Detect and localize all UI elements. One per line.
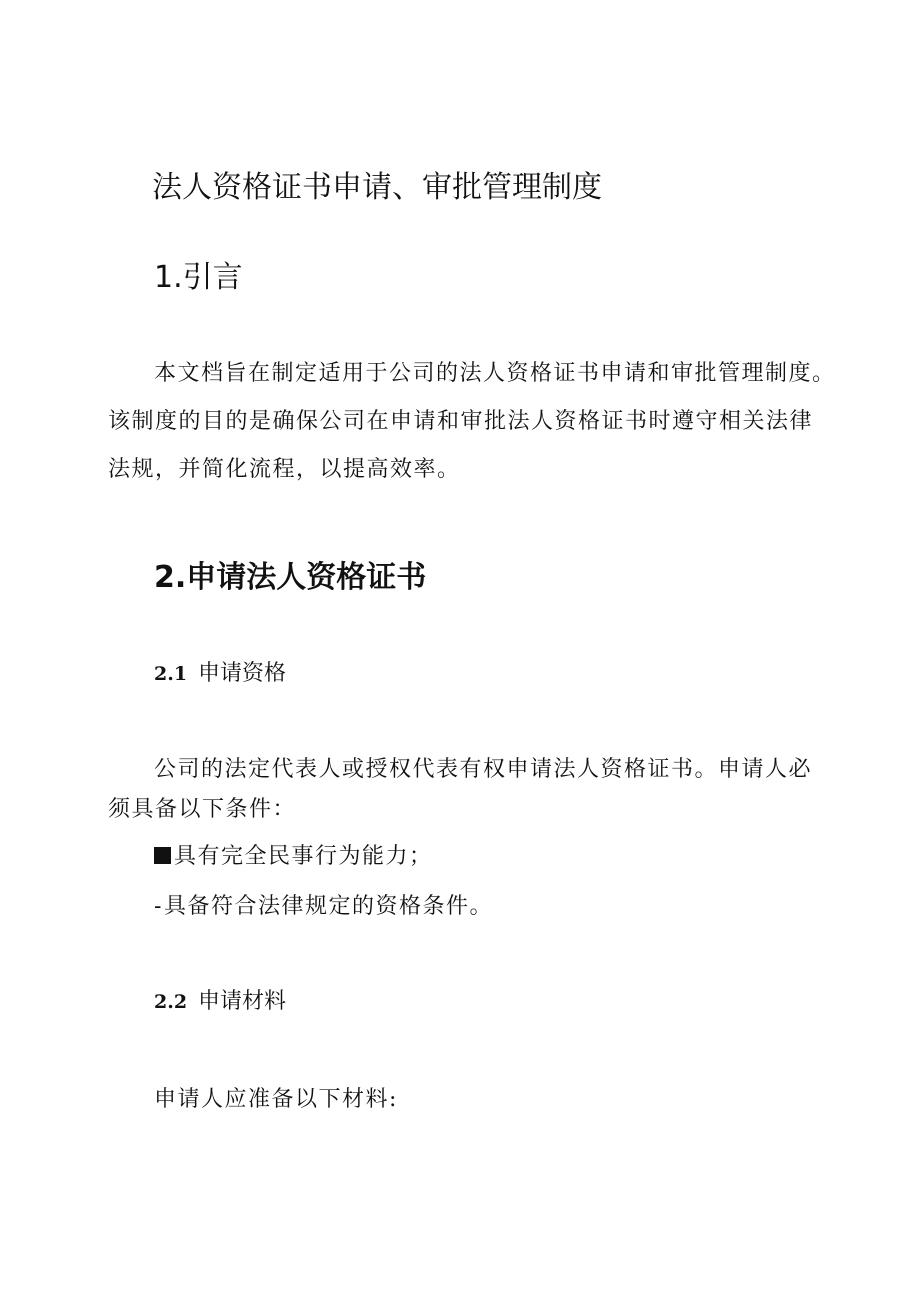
subsection-2-2-heading bbox=[154, 986, 286, 1018]
subsection-title: 申请材料 bbox=[198, 989, 287, 1014]
section-1-heading: 1.引言 bbox=[154, 260, 243, 295]
subsection-title: 申请资格 bbox=[198, 661, 287, 686]
subsection-number: 2.1 bbox=[154, 663, 188, 685]
subsection-number: 2.2 bbox=[154, 991, 188, 1013]
eligibility-paragraph-line-1: 公司的法定代表人或授权代表有权申请法人资格证书。申请人必 bbox=[154, 757, 813, 782]
document-title: 法人资格证书申请、审批管理制度 bbox=[152, 170, 602, 205]
list-item-text: 具有完全民事行为能力； bbox=[174, 844, 433, 869]
black-square-icon bbox=[154, 847, 171, 864]
list-item bbox=[154, 844, 433, 870]
subsection-2-1-heading bbox=[154, 658, 286, 690]
intro-paragraph-line-2: 该制度的目的是确保公司在申请和审批法人资格证书时遵守相关法律 bbox=[108, 409, 814, 434]
eligibility-paragraph-line-2: 须具备以下条件： bbox=[108, 797, 297, 822]
list-item-text: 具备符合法律规定的资格条件。 bbox=[163, 894, 493, 919]
intro-paragraph-line-3: 法规，并简化流程，以提高效率。 bbox=[108, 457, 461, 482]
dash-marker: - bbox=[154, 894, 163, 919]
intro-paragraph-line-1: 本文档旨在制定适用于公司的法人资格证书申请和审批管理制度。 bbox=[154, 361, 836, 386]
list-item bbox=[154, 894, 493, 920]
materials-paragraph-line-1: 申请人应准备以下材料: bbox=[154, 1087, 398, 1112]
section-2-heading: 2.申请法人资格证书 bbox=[154, 560, 427, 595]
